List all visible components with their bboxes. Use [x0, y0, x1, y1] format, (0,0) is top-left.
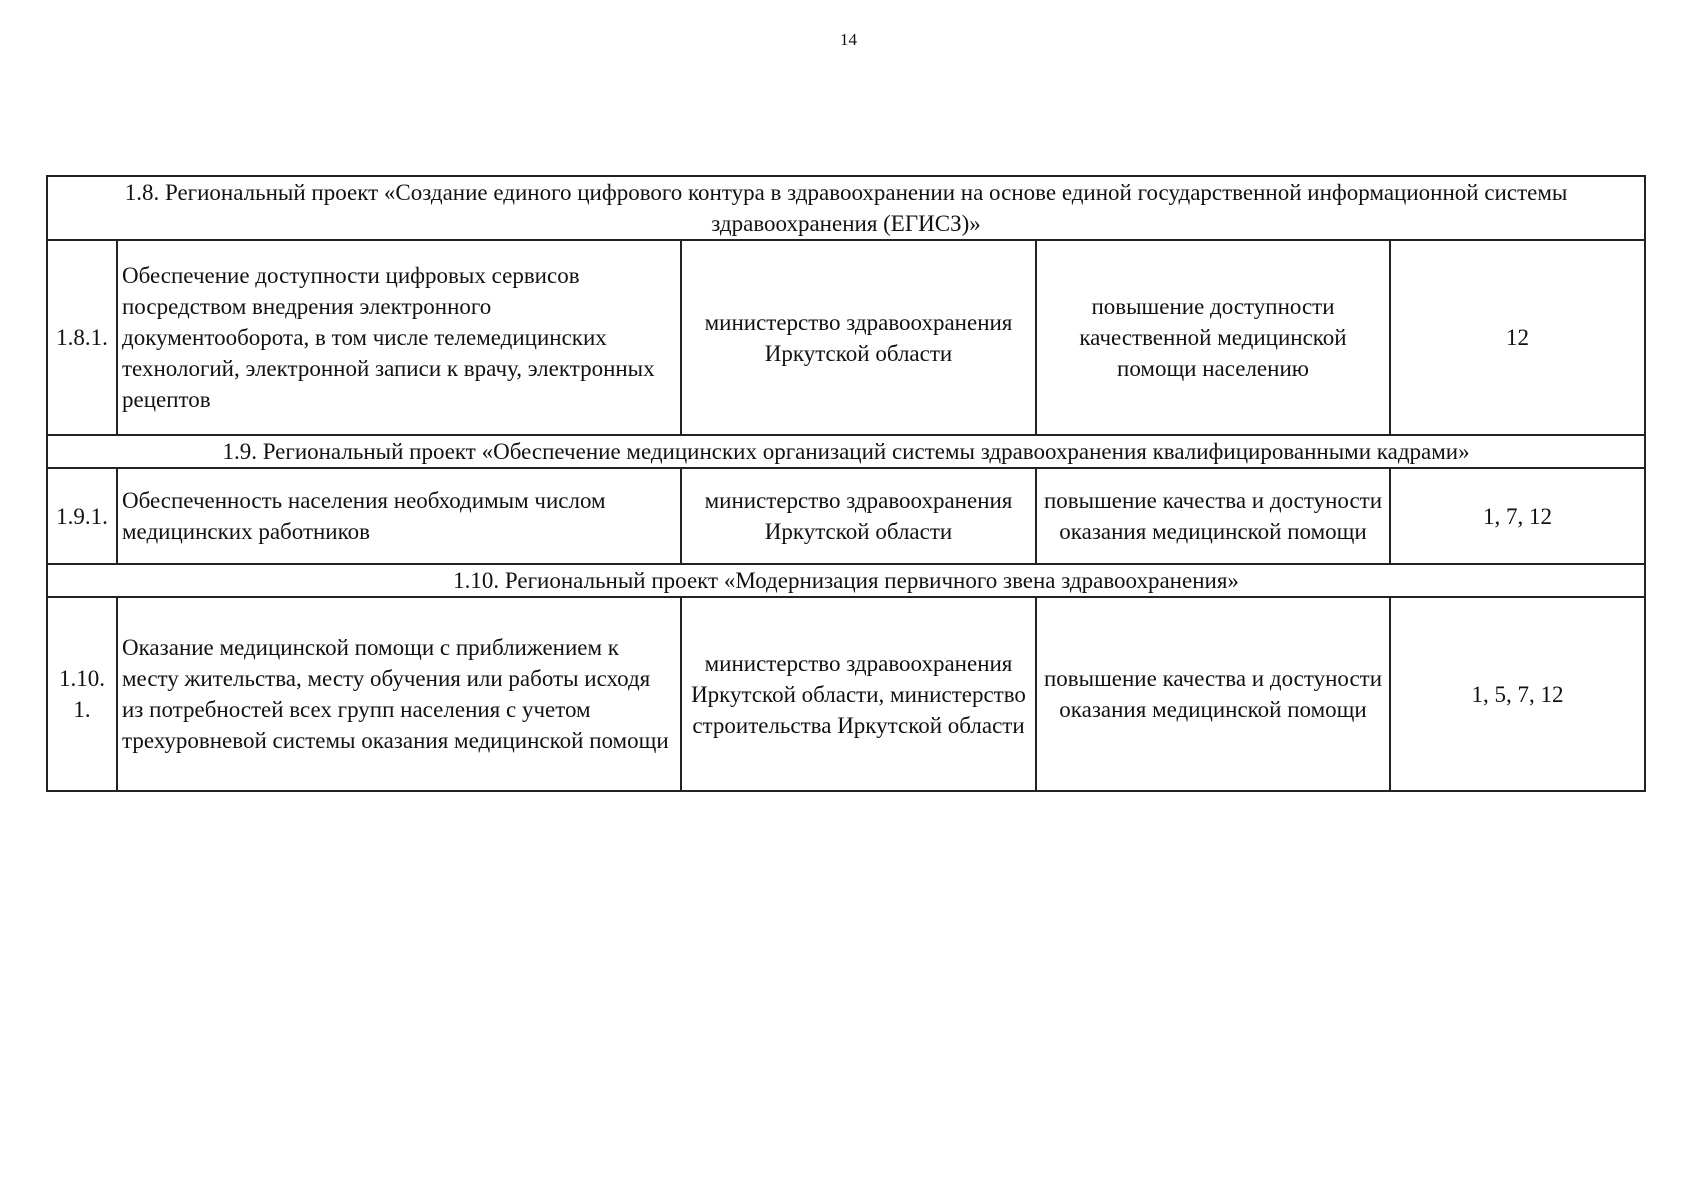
- row-indicators: 12: [1390, 240, 1645, 435]
- row-description: Обеспеченность населения необходимым числом медицинских работников: [117, 468, 681, 564]
- table-row: [47, 468, 1645, 564]
- section-header-row: [47, 176, 1645, 240]
- section-title: 1.8. Региональный проект «Создание единого цифрового контура в здравоохранении на основе единой государственной информационной системы здравоохранения (ЕГИСЗ)»: [47, 176, 1645, 240]
- section-header-row: [47, 564, 1645, 597]
- table-row: [47, 240, 1645, 435]
- projects-table: [46, 175, 1646, 792]
- row-result: повышение качества и достуности оказания медицинской помощи: [1036, 597, 1390, 791]
- section-header-row: [47, 435, 1645, 468]
- row-description: Обеспечение доступности цифровых сервисов посредством внедрения электронного документооборота, в том числе телемедицинских технологий, электронной записи к врачу, электронных рецептов: [117, 240, 681, 435]
- row-number: 1.9.1.: [47, 468, 117, 564]
- row-result: повышение качества и достуности оказания медицинской помощи: [1036, 468, 1390, 564]
- row-responsible: министерство здравоохранения Иркутской области, министерство строительства Иркутской области: [681, 597, 1036, 791]
- row-responsible: министерство здравоохранения Иркутской области: [681, 468, 1036, 564]
- page-number: 14: [840, 30, 857, 49]
- table-row: [47, 597, 1645, 791]
- row-number: 1.8.1.: [47, 240, 117, 435]
- section-title: 1.10. Региональный проект «Модернизация первичного звена здравоохранения»: [47, 564, 1645, 597]
- row-description: Оказание медицинской помощи с приближением к месту жительства, месту обучения или работы исходя из потребностей всех групп населения с учетом трехуровневой системы оказания медицинской помощи: [117, 597, 681, 791]
- row-indicators: 1, 7, 12: [1390, 468, 1645, 564]
- row-indicators: 1, 5, 7, 12: [1390, 597, 1645, 791]
- row-result: повышение доступности качественной медицинской помощи населению: [1036, 240, 1390, 435]
- row-number: 1.10. 1.: [47, 597, 117, 791]
- section-title: 1.9. Региональный проект «Обеспечение медицинских организаций системы здравоохранения квалифицированными кадрами»: [47, 435, 1645, 468]
- row-responsible: министерство здравоохранения Иркутской области: [681, 240, 1036, 435]
